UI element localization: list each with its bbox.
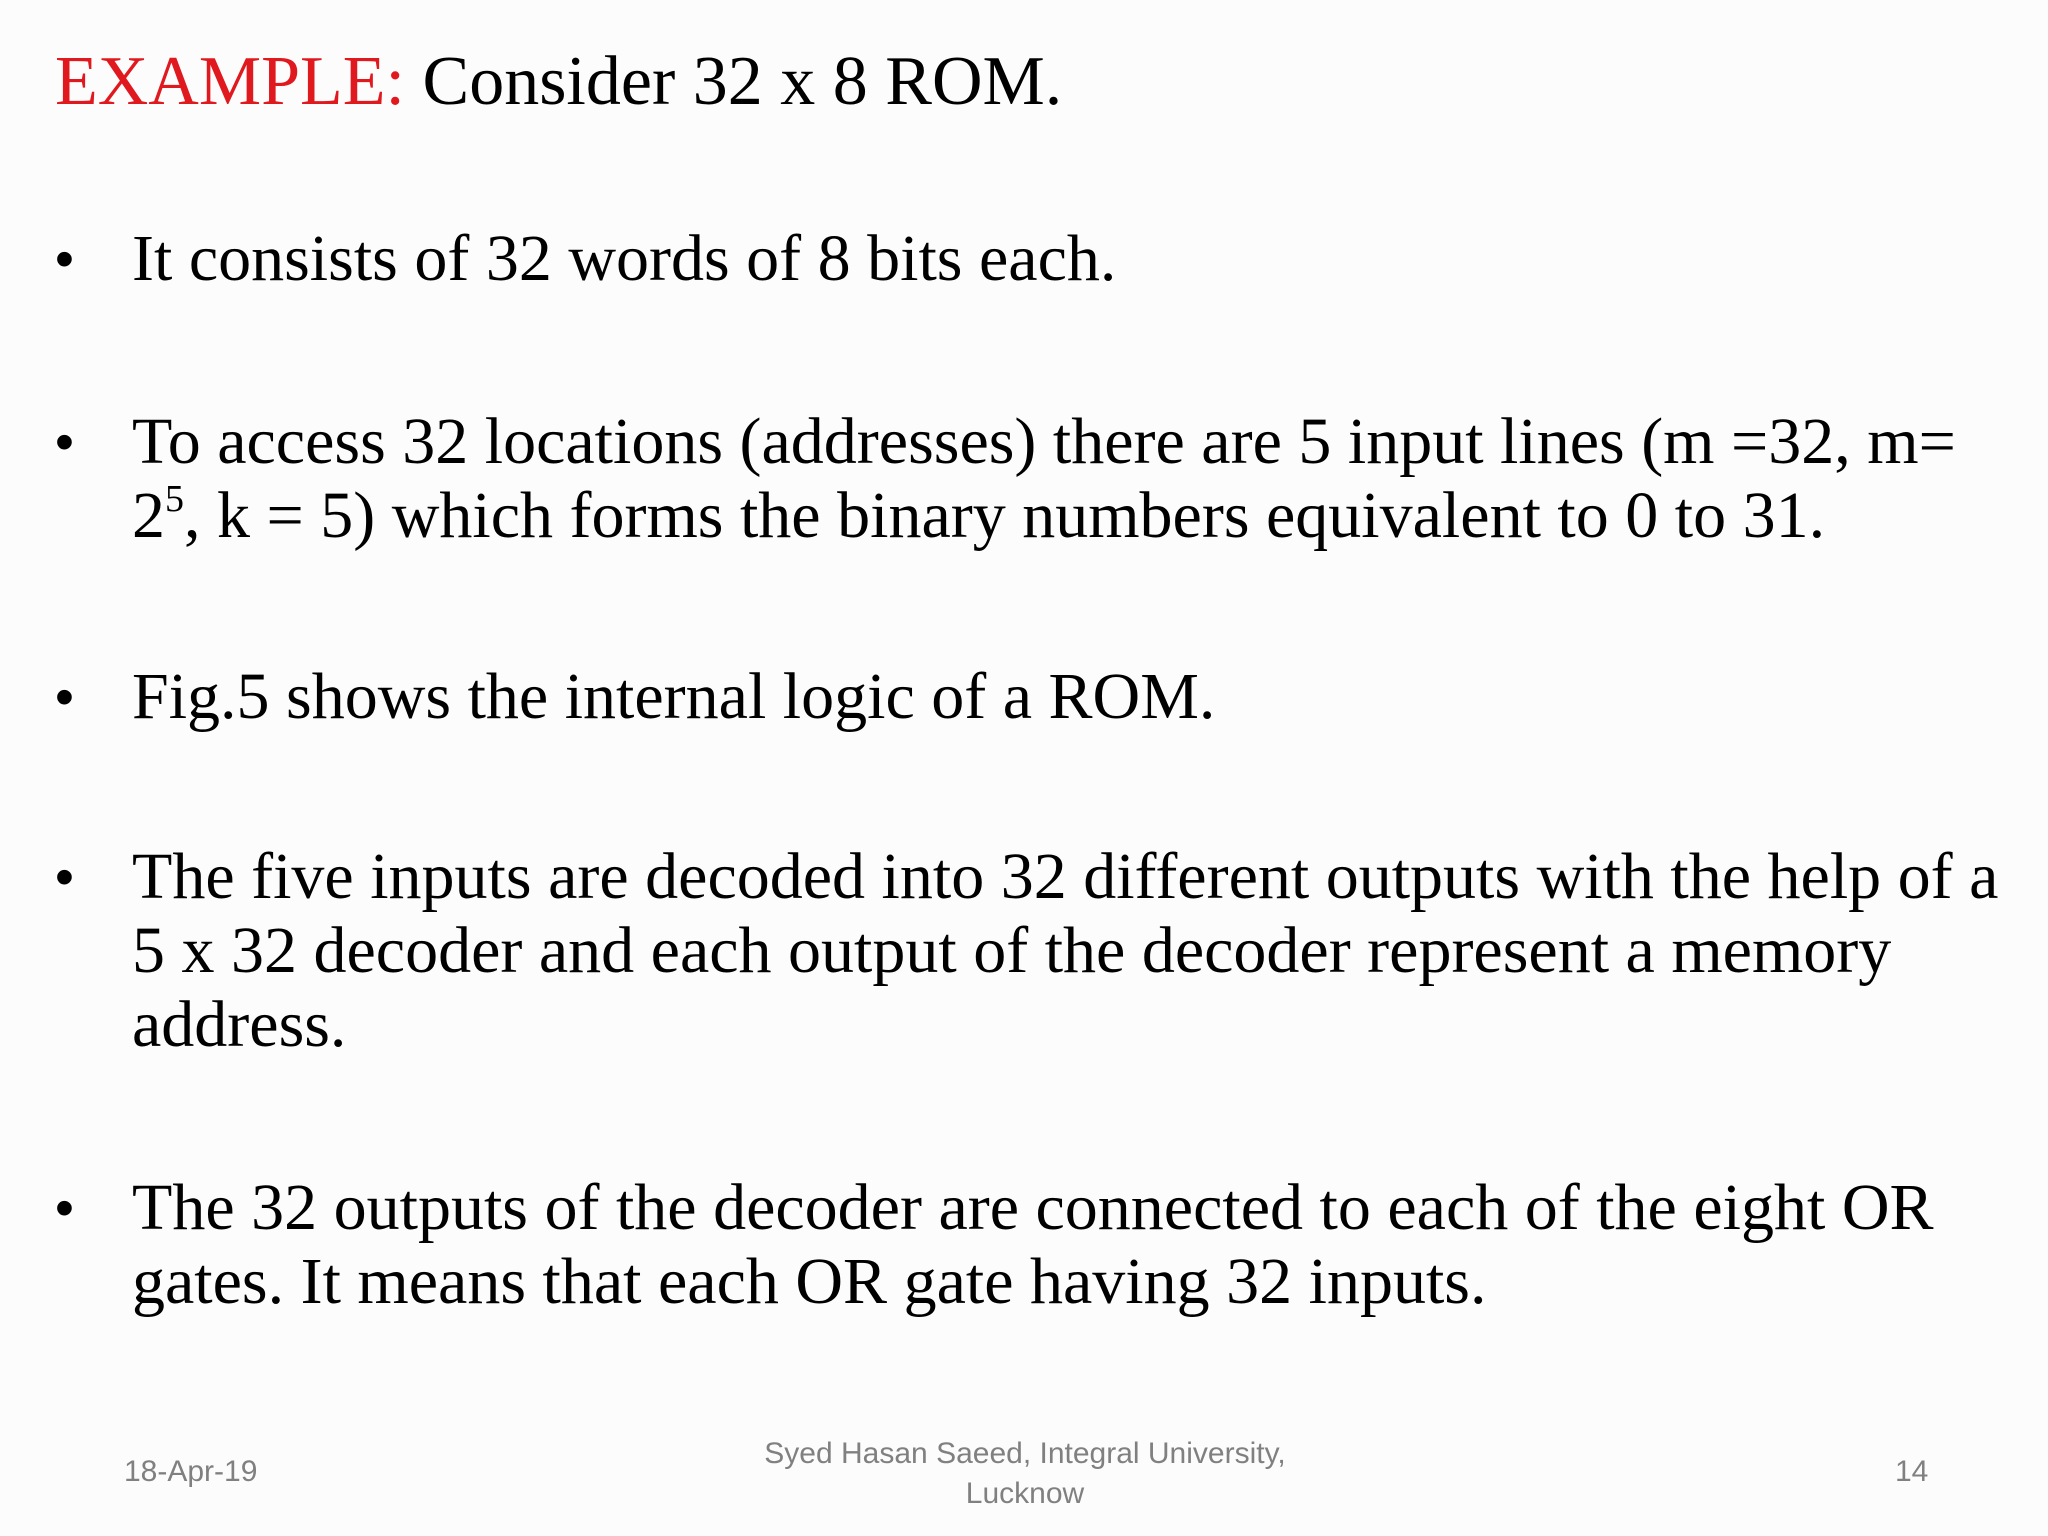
footer-author [700, 1434, 1350, 1514]
page-number: 14 [1895, 1455, 1929, 1488]
footer-author-line: Syed Hasan Saeed, Integral University, [764, 1437, 1286, 1470]
bullet-text [132, 405, 2015, 553]
bullet-dot: • [55, 412, 74, 472]
bullet-item [55, 405, 2015, 553]
bullet-item [55, 840, 2015, 1062]
bullet-text-part: To access 32 locations (addresses) there are 5 input lines (m =32, m= 2 [132, 405, 1956, 552]
bullet-item [55, 222, 2015, 296]
title-label: EXAMPLE: [55, 43, 405, 120]
bullet-dot: • [55, 229, 74, 289]
bullet-item [55, 1171, 2015, 1319]
title-text: Consider 32 x 8 ROM. [405, 43, 1063, 120]
bullet-dot: • [55, 667, 74, 727]
exponent: 5 [165, 478, 184, 520]
bullet-text: The five inputs are decoded into 32 different outputs with the help of a 5 x 32 decoder and each output of the decoder represent a memory address. [132, 840, 1999, 1061]
bullet-item [55, 660, 2015, 734]
bullet-dot: • [55, 847, 74, 907]
footer-author-line: Lucknow [965, 1477, 1085, 1510]
slide-title [55, 42, 1062, 122]
bullet-text: It consists of 32 words of 8 bits each. [132, 222, 1117, 295]
bullet-text: Fig.5 shows the internal logic of a ROM. [132, 660, 1216, 733]
bullet-dot: • [55, 1178, 74, 1238]
bullet-text: The 32 outputs of the decoder are connected to each of the eight OR gates. It means that each OR gate having 32 inputs. [132, 1171, 1934, 1318]
footer-date: 18-Apr-19 [124, 1455, 258, 1488]
bullet-text-part: , k = 5) which forms the binary numbers equivalent to 0 to 31. [184, 479, 1826, 552]
